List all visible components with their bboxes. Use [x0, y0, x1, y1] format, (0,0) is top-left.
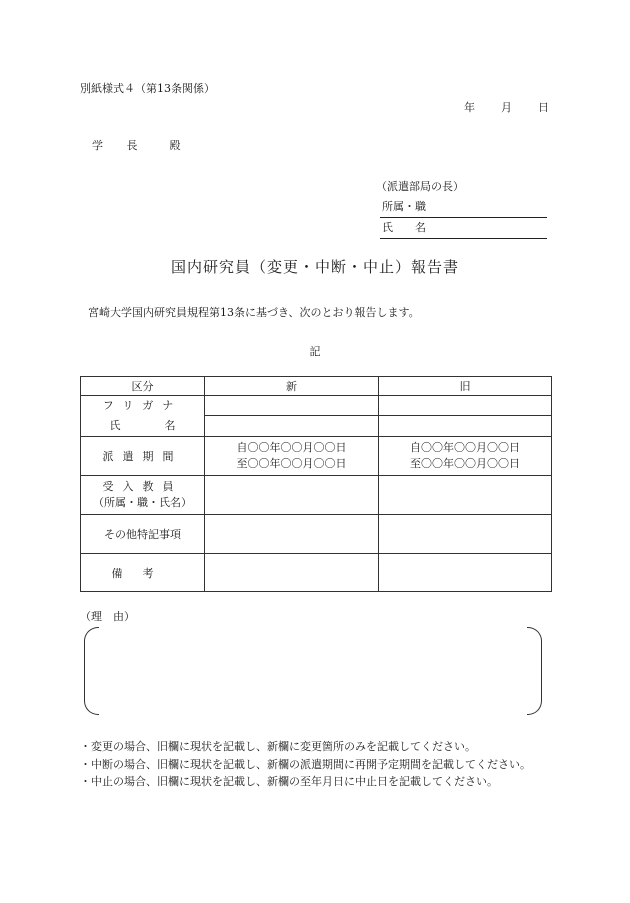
- cell-name-old[interactable]: [379, 415, 552, 436]
- reason-bracket-right: [527, 627, 542, 715]
- recipient-title: 学 長: [92, 139, 148, 152]
- table-row: [81, 396, 552, 416]
- period-from-new: 自〇〇年〇〇月〇〇日: [236, 441, 347, 454]
- cell-other-new[interactable]: [205, 515, 379, 554]
- document-title: 国内研究員（変更・中断・中止）報告書: [170, 258, 459, 276]
- period-to-old: 至〇〇年〇〇月〇〇日: [410, 457, 520, 470]
- row-label-remarks: 備考: [81, 554, 205, 592]
- row-label-name: [81, 396, 205, 437]
- cell-remarks-new[interactable]: [205, 554, 379, 592]
- note-item: ・中止の場合、旧欄に現状を記載し、新欄の至年月日に中止日を記載してください。: [80, 775, 498, 788]
- sender-caption: （派遣部局の長）: [376, 180, 464, 193]
- label-name: 氏 名: [109, 419, 176, 432]
- period-to-new: 至〇〇年〇〇月〇〇日: [236, 457, 347, 470]
- row-label-host: [81, 476, 205, 515]
- date-month: 月: [501, 101, 512, 114]
- note-item: ・中断の場合、旧欄に現状を記載し、新欄の派遣期間に再開予定期間を記載してください。: [80, 757, 531, 771]
- date-year: 年: [464, 101, 475, 114]
- date-line: [464, 99, 549, 115]
- table-row: [81, 476, 552, 515]
- cell-other-old[interactable]: [379, 515, 552, 554]
- reason-box[interactable]: [84, 627, 542, 713]
- report-table: [80, 376, 552, 592]
- cell-remarks-old[interactable]: [379, 554, 552, 592]
- period-from-old: 自〇〇年〇〇月〇〇日: [410, 441, 520, 454]
- cell-furigana-old[interactable]: [379, 396, 552, 416]
- table-header-row: [81, 377, 552, 396]
- reason-bracket-left: [84, 627, 99, 715]
- sender-affiliation-field[interactable]: 所属・職: [380, 197, 547, 218]
- label-host: 受入教員: [102, 480, 183, 493]
- date-day: 日: [538, 101, 549, 114]
- note-item: ・変更の場合、旧欄に現状を記載し、新欄に変更箇所のみを記載してください。: [80, 740, 476, 753]
- form-id: 別紙様式４（第13条関係）: [80, 82, 215, 95]
- sender-name-field[interactable]: 氏 名: [380, 218, 547, 239]
- ki-heading: 記: [309, 345, 321, 358]
- cell-period-new[interactable]: [205, 437, 379, 476]
- row-label-other: その他特記事項: [81, 515, 205, 554]
- table-row: [81, 554, 552, 592]
- label-furigana: フリガナ: [102, 399, 183, 412]
- cell-furigana-new[interactable]: [205, 396, 379, 416]
- intro-text: 宮崎大学国内研究員規程第13条に基づき、次のとおり報告します。: [88, 306, 420, 319]
- sender-block: [372, 177, 547, 239]
- recipient: [92, 137, 182, 153]
- recipient-honorific: 殿: [169, 139, 182, 152]
- notes: [80, 738, 531, 791]
- reason-label: （理 由）: [80, 610, 135, 623]
- label-host-sub: （所属・職・氏名）: [93, 496, 192, 509]
- cell-host-new[interactable]: [205, 476, 379, 515]
- cell-name-new[interactable]: [205, 415, 379, 436]
- header-new: 新: [205, 377, 379, 396]
- table-row: [81, 515, 552, 554]
- header-old: 旧: [379, 377, 552, 396]
- row-label-period: 派遣期間: [81, 437, 205, 476]
- table-row: [81, 437, 552, 476]
- cell-host-old[interactable]: [379, 476, 552, 515]
- cell-period-old[interactable]: [379, 437, 552, 476]
- header-category: 区分: [81, 377, 205, 396]
